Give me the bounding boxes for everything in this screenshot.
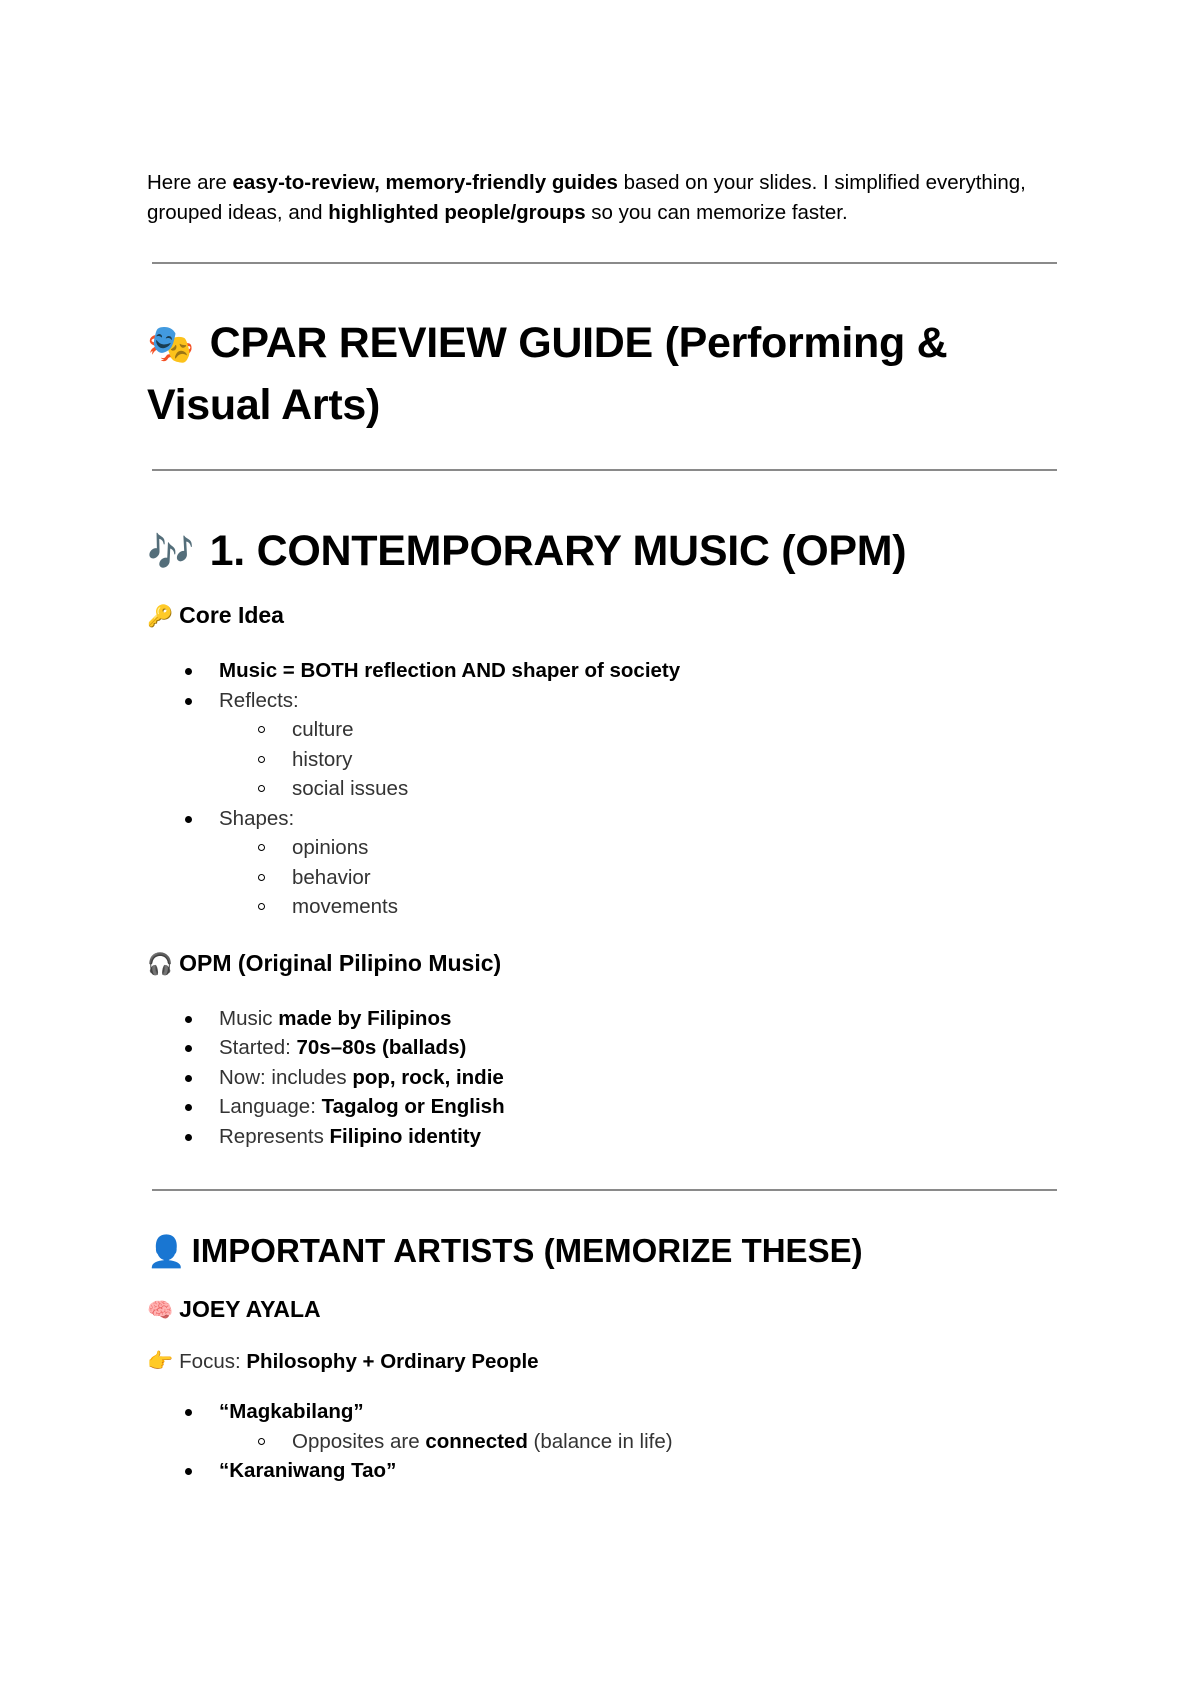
section-heading-text: IMPORTANT ARTISTS (MEMORIZE THESE) <box>191 1232 863 1269</box>
artist-heading <box>147 1294 1057 1326</box>
list-item <box>147 892 1057 922</box>
list-item-text: opinions <box>292 836 369 859</box>
subsection-heading-text: OPM (Original Pilipino Music) <box>179 949 502 976</box>
list-item-text: Language: <box>219 1095 322 1118</box>
reflects-list <box>147 715 1057 804</box>
list-item <box>147 715 1057 745</box>
list-item-text: history <box>292 747 353 771</box>
list-item <box>147 1092 1057 1122</box>
note-bold: connected <box>425 1429 528 1453</box>
list-item-text: movements <box>292 895 398 918</box>
intro-text: based on your slides. I simplified everything, grouped ideas, and <box>147 171 1026 224</box>
intro-bold: easy-to-review, memory-friendly guides <box>232 171 618 194</box>
subsection-heading <box>147 600 1057 632</box>
list-item <box>147 1456 1057 1486</box>
opm-list <box>147 1004 1057 1152</box>
divider <box>152 262 1057 264</box>
list-item-bold: Filipino identity <box>329 1124 481 1148</box>
focus-label: Focus: <box>179 1350 247 1373</box>
list-item <box>147 1033 1057 1063</box>
list-item-bold: Tagalog or English <box>321 1095 505 1118</box>
core-idea-list <box>147 656 1057 715</box>
list-item <box>147 833 1057 863</box>
list-item <box>147 863 1057 893</box>
list-item-text: Started: <box>219 1036 297 1059</box>
note-text: Opposites are <box>292 1429 426 1453</box>
person-icon: 👤 <box>147 1234 186 1269</box>
shapes-list <box>147 833 1057 922</box>
song-title: “Karaniwang Tao” <box>219 1459 397 1482</box>
intro-text: Here are <box>147 171 233 194</box>
pointing-hand-icon: 👉 <box>147 1350 174 1373</box>
divider <box>152 1189 1057 1191</box>
section-heading-text: 1. CONTEMPORARY MUSIC (OPM) <box>209 527 907 575</box>
brain-icon: 🧠 <box>147 1299 174 1322</box>
list-item <box>147 774 1057 804</box>
list-item-text: social issues <box>292 777 409 800</box>
song-title: “Magkabilang” <box>219 1400 364 1423</box>
list-item <box>147 1427 1057 1457</box>
list-item <box>147 1063 1057 1093</box>
page-title <box>147 313 1057 435</box>
list-item <box>147 656 1057 686</box>
section-heading <box>147 1229 1057 1274</box>
intro-text: so you can memorize faster. <box>585 201 848 224</box>
section-heading <box>147 521 1057 583</box>
shapes-list-parent <box>147 804 1057 834</box>
document-body <box>147 168 1057 1486</box>
list-item-text: Represents <box>219 1124 330 1148</box>
list-item-text: culture <box>292 718 354 741</box>
list-item <box>147 1004 1057 1034</box>
music-notes-icon: 🎶 <box>147 532 195 574</box>
list-item-text: behavior <box>292 865 371 889</box>
list-item-text: Music = BOTH reflection AND shaper of society <box>219 659 681 682</box>
songs-list <box>147 1397 1057 1427</box>
focus-line <box>147 1347 1057 1377</box>
list-item <box>147 804 1057 834</box>
artist-name: JOEY AYALA <box>179 1296 321 1322</box>
divider <box>152 469 1057 471</box>
song-notes-list <box>147 1427 1057 1457</box>
focus-value: Philosophy + Ordinary People <box>246 1350 539 1373</box>
list-item-text: Shapes: <box>219 806 295 830</box>
page-title-text: CPAR REVIEW GUIDE (Performing & Visual Arts) <box>147 319 948 429</box>
intro-bold: highlighted people/groups <box>328 201 586 224</box>
list-item-text: Reflects: <box>219 688 299 712</box>
headphones-icon: 🎧 <box>147 952 174 976</box>
list-item-bold: made by Filipinos <box>278 1006 452 1030</box>
performing-arts-icon: 🎭 <box>147 324 195 366</box>
subsection-heading <box>147 948 1057 980</box>
key-icon: 🔑 <box>147 605 174 628</box>
intro-paragraph <box>147 168 1057 228</box>
list-item-bold: 70s–80s (ballads) <box>296 1036 467 1059</box>
note-text: (balance in life) <box>527 1429 673 1453</box>
list-item-text: Music <box>219 1006 279 1030</box>
list-item <box>147 1397 1057 1427</box>
list-item-text: Now: includes <box>219 1065 353 1089</box>
songs-list-cont <box>147 1456 1057 1486</box>
list-item-bold: pop, rock, indie <box>352 1065 504 1089</box>
list-item <box>147 686 1057 716</box>
list-item <box>147 745 1057 775</box>
subsection-heading-text: Core Idea <box>179 602 284 628</box>
list-item <box>147 1122 1057 1152</box>
